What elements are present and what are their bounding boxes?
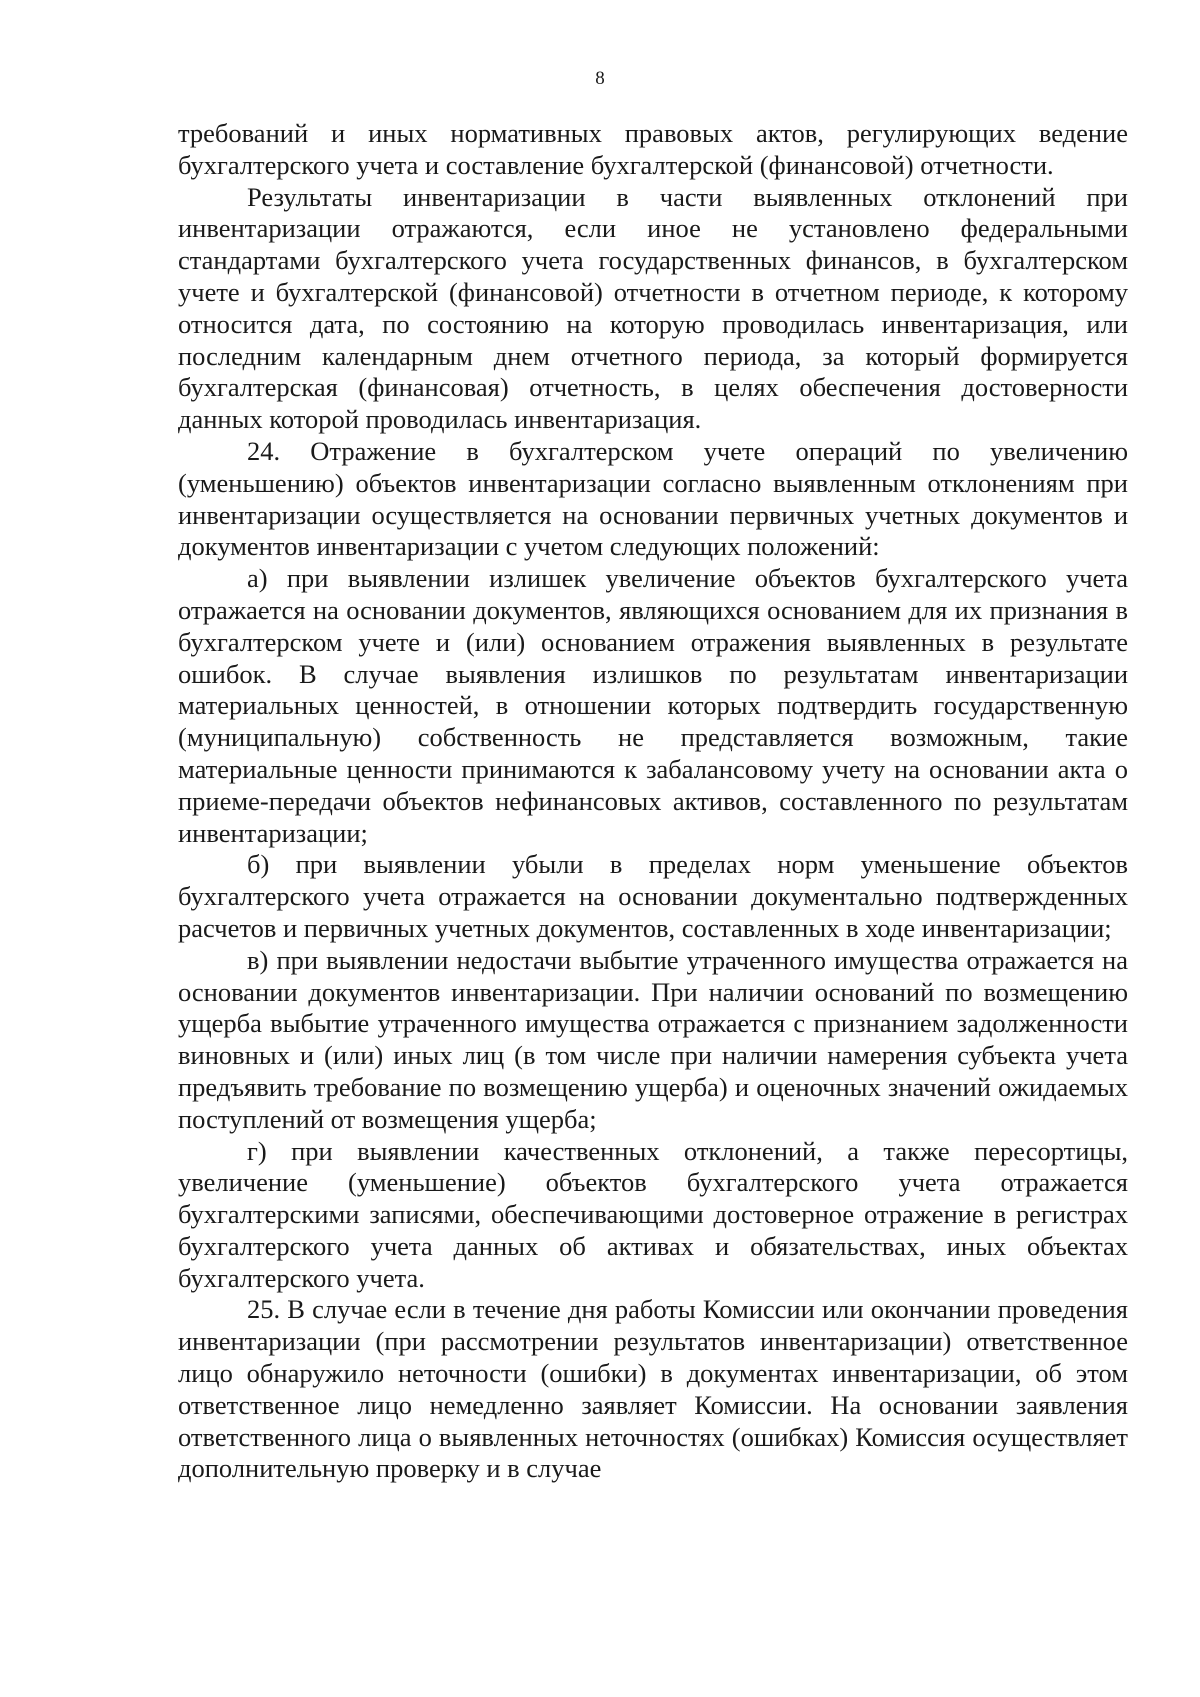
paragraph-item-b: б) при выявлении убыли в пределах норм уменьшение объектов бухгалтерского учета отражается на основании документально подтвержденных расчетов и первичных учетных документов, составленных в ходе инвентаризации; [178, 849, 1128, 943]
paragraph-item-g: г) при выявлении качественных отклонений, а также пересортицы, увеличение (уменьшение) объектов бухгалтерского учета отражается бухгалтерскими записями, обеспечивающими достоверное отражение в регистрах бухгалтерского учета данных об активах и обязательствах, иных объектах бухгалтерского учета. [178, 1135, 1128, 1293]
document-body [178, 118, 1128, 1485]
paragraph-continuation: требований и иных нормативных правовых актов, регулирующих ведение бухгалтерского учета и составление бухгалтерской (финансовой) отчетности. [178, 118, 1128, 180]
paragraph-item-v: в) при выявлении недостачи выбытие утраченного имущества отражается на основании документов инвентаризации. При наличии оснований по возмещению ущерба выбытие утраченного имущества отражается с признанием задолженности виновных и (или) иных лиц (в том числе при наличии намерения субъекта учета предъявить требование по возмещению ущерба) и оценочных значений ожидаемых поступлений от возмещения ущерба; [178, 944, 1128, 1134]
page-number: 8 [595, 68, 605, 89]
paragraph-inventory-results: Результаты инвентаризации в части выявленных отклонений при инвентаризации отражаются, если иное не установлено федеральными стандартами бухгалтерского учета государственных финансов, в бухгалтерском учете и бухгалтерской (финансовой) отчетности в отчетном периоде, к которому относится дата, по состоянию на которую проводилась инвентаризация, или последним календарным днем отчетного периода, за который формируется бухгалтерская (финансовая) отчетность, в целях обеспечения достоверности данных которой проводилась инвентаризация. [178, 181, 1128, 435]
paragraph-clause-25: 25. В случае если в течение дня работы Комиссии или окончании проведения инвентаризации (при рассмотрении результатов инвентаризации) ответственное лицо обнаружило неточности (ошибки) в документах инвентаризации, об этом ответственное лицо немедленно заявляет Комиссии. На основании заявления ответственного лица о выявленных неточностях (ошибках) Комиссия осуществляет дополнительную проверку и в случае [178, 1294, 1128, 1484]
paragraph-clause-24: 24. Отражение в бухгалтерском учете операций по увеличению (уменьшению) объектов инвентаризации согласно выявленным отклонениям при инвентаризации осуществляется на основании первичных учетных документов и документов инвентаризации с учетом следующих положений: [178, 435, 1128, 562]
paragraph-item-a: а) при выявлении излишек увеличение объектов бухгалтерского учета отражается на основании документов, являющихся основанием для их признания в бухгалтерском учете и (или) основанием отражения выявленных в результате ошибок. В случае выявления излишков по результатам инвентаризации материальных ценностей, в отношении которых подтвердить государственную (муниципальную) собственность не представляется возможным, такие материальные ценности принимаются к забалансовому учету на основании акта о приеме-передачи объектов нефинансовых активов, составленного по результатам инвентаризации; [178, 563, 1128, 848]
